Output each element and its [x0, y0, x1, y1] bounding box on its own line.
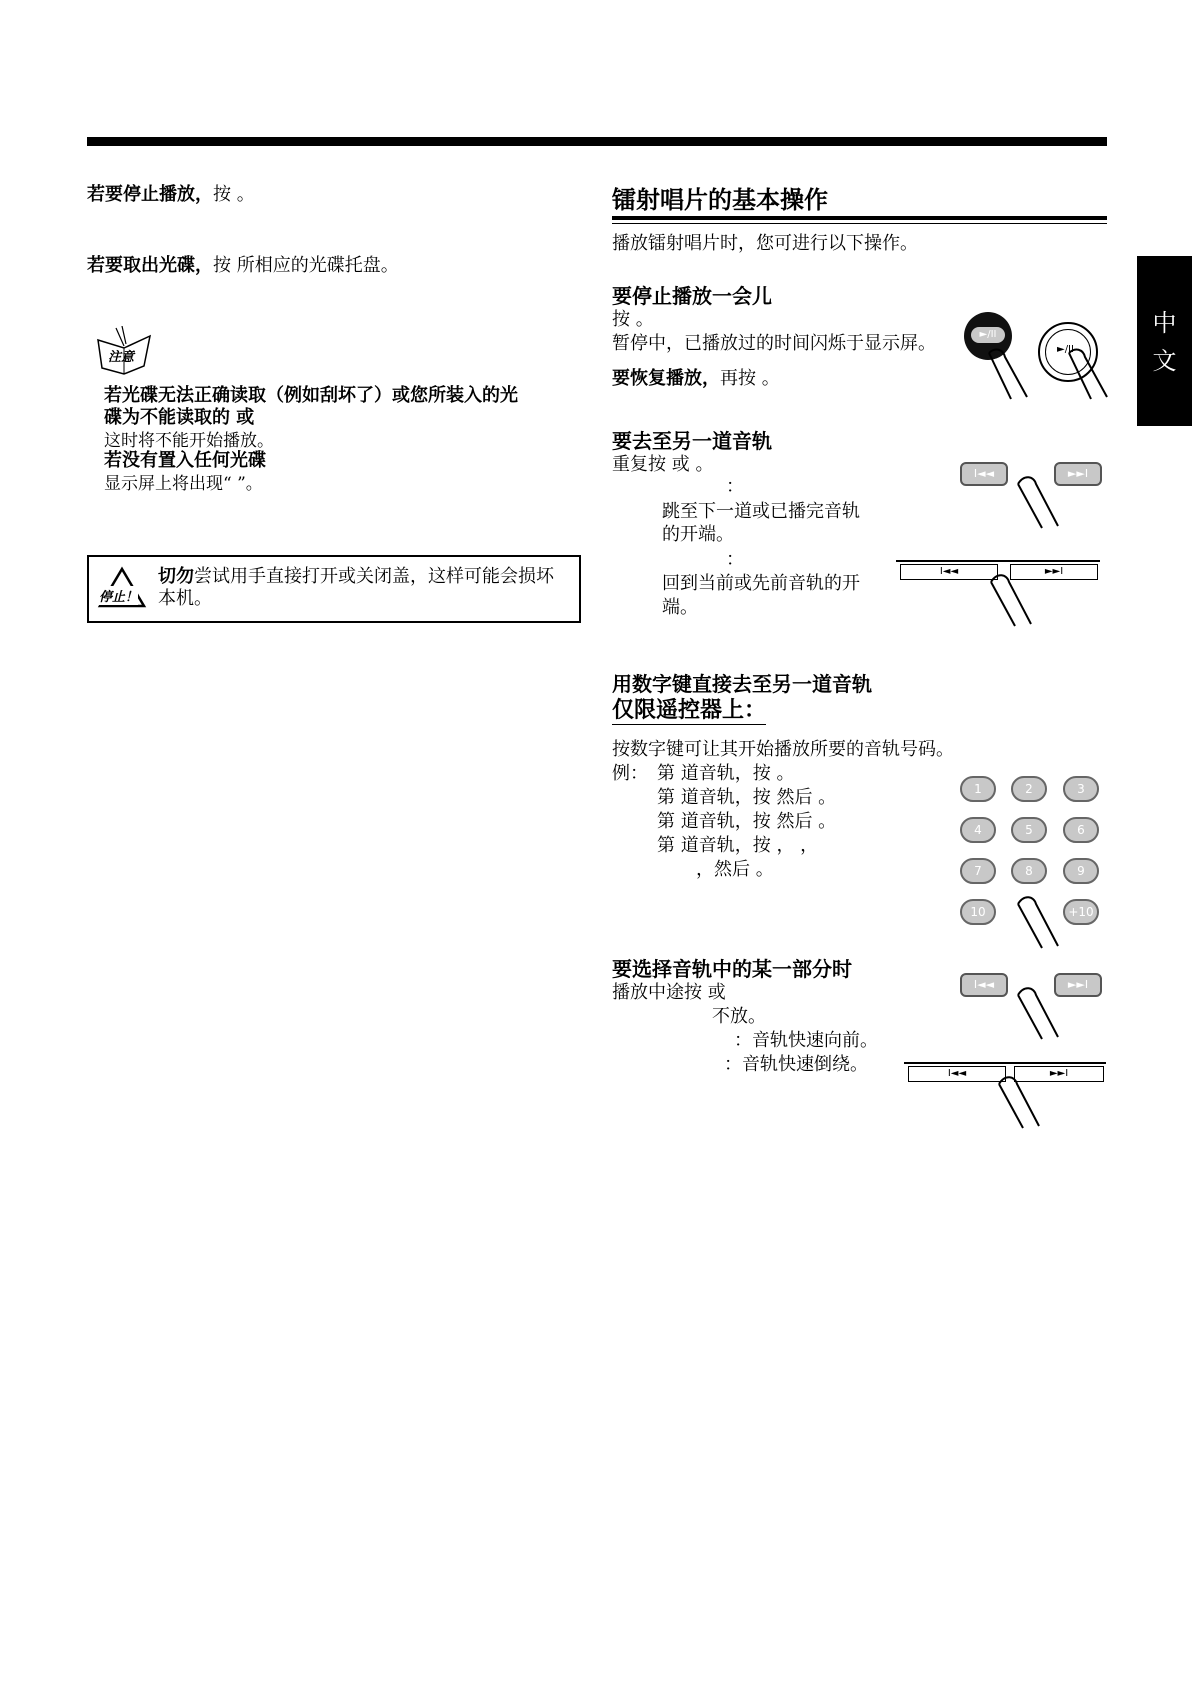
search-line-1: 播放中途按 或 [612, 982, 726, 1003]
resume-line [612, 367, 780, 391]
skip-forward-line-2: 的开端。 [662, 524, 734, 545]
stop-text: 按 。 [213, 184, 255, 205]
example-3: 第 道音轨，按 然后 。 [657, 811, 837, 832]
caution-icon [97, 566, 147, 610]
note-icon-label: 注意 [108, 350, 135, 365]
prev-button-remote: I◄◄ [960, 462, 1008, 486]
pause-line-1: 按 。 [612, 309, 654, 330]
skip-back-line-2: 端。 [662, 597, 698, 618]
num-key-5: 5 [1011, 817, 1047, 843]
section-intro: 播放镭射唱片时，您可进行以下操作。 [612, 233, 918, 254]
section-title: 镭射唱片的基本操作 [612, 186, 828, 214]
direct-subheading: 仅限遥控器上： [612, 693, 766, 725]
finger-icon-keypad [1012, 892, 1072, 952]
caution-line-2: 本机。 [158, 588, 212, 609]
skip-forward-line-1: 跳至下一道或已播完音轨 [662, 501, 860, 522]
finger-icon-pause [975, 345, 1115, 405]
language-tab [1137, 256, 1192, 426]
finger-icon-search-remote [1012, 983, 1072, 1043]
top-rule [87, 137, 1107, 146]
example-label: 例： [612, 763, 648, 784]
search-heading: 要选择音轨中的某一部分时 [612, 957, 852, 981]
example-4: 第 道音轨，按 ， ， [657, 835, 819, 856]
caution-line-1 [158, 565, 554, 589]
skip-line-1: 重复按 或 。 [612, 454, 714, 475]
num-key-3: 3 [1063, 776, 1099, 802]
play-pause-label-unit: ►/II [1057, 344, 1074, 355]
num-key-6: 6 [1063, 817, 1099, 843]
num-key-10: 10 [960, 899, 996, 925]
note-line-3: 这时将不能开始播放。 [104, 431, 274, 451]
stop-label: 若要停止播放， [87, 184, 213, 205]
direct-heading: 用数字键直接去至另一道音轨 [612, 672, 872, 696]
prev-button-unit: I◄◄ [900, 564, 998, 580]
eject-text: 按 所相应的光碟托盘。 [213, 255, 399, 276]
num-key-9: 9 [1063, 858, 1099, 884]
example-5: ，然后 。 [696, 859, 774, 880]
next-button-unit-search: ►►I [1014, 1066, 1104, 1082]
note-icon [94, 326, 156, 378]
caution-bold: 切勿 [158, 566, 194, 587]
example-2: 第 道音轨，按 然后 。 [657, 787, 837, 808]
stop-instruction [87, 183, 255, 207]
resume-text: 再按 。 [720, 368, 780, 389]
finger-icon-search-unit [993, 1062, 1053, 1132]
eject-label: 若要取出光碟， [87, 255, 213, 276]
title-rule-thick [612, 216, 1107, 220]
next-button-remote-search: ►►I [1054, 973, 1102, 997]
num-key-8: 8 [1011, 858, 1047, 884]
note-line-1: 若光碟无法正确读取（例如刮坏了）或您所装入的光 [104, 385, 518, 406]
num-key-plus10: +10 [1063, 899, 1099, 925]
pause-line-2: 暂停中，已播放过的时间闪烁于显示屏。 [612, 333, 936, 354]
finger-icon-skip-unit [985, 560, 1045, 630]
next-button-unit: ►►I [1010, 564, 1098, 580]
pause-heading: 要停止播放一会儿 [612, 284, 772, 308]
example-1: 第 道音轨，按 。 [657, 763, 795, 784]
skip-back-line-1: 回到当前或先前音轨的开 [662, 573, 860, 594]
skip-colon-2: ： [726, 549, 744, 570]
language-tab-line-2: 文 [1152, 347, 1177, 375]
num-key-7: 7 [960, 858, 996, 884]
skip-colon-1: ： [726, 476, 744, 497]
prev-button-remote-search: I◄◄ [960, 973, 1008, 997]
next-button-remote: ►►I [1054, 462, 1102, 486]
search-line-3: ：音轨快速向前。 [734, 1030, 878, 1051]
play-pause-label-dark: ►/II [971, 327, 1005, 343]
direct-intro: 按数字键可让其开始播放所要的音轨号码。 [612, 739, 954, 760]
caution-text-1: 尝试用手直接打开或关闭盖，这样可能会损坏 [194, 566, 554, 587]
note-line-2: 碟为不能读取的 或 [104, 407, 255, 428]
eject-instruction [87, 254, 399, 278]
title-rule-thin [612, 223, 1107, 224]
num-key-1: 1 [960, 776, 996, 802]
resume-label: 要恢复播放， [612, 368, 720, 389]
language-tab-line-1: 中 [1152, 309, 1177, 337]
num-key-2: 2 [1011, 776, 1047, 802]
caution-icon-label: 停止！ [99, 586, 138, 605]
skip-heading: 要去至另一道音轨 [612, 429, 772, 453]
num-key-4: 4 [960, 817, 996, 843]
note-line-5: 显示屏上将出现“ ”。 [104, 474, 263, 494]
search-line-4: ：音轨快速倒绕。 [724, 1054, 868, 1075]
search-line-2: 不放。 [712, 1006, 766, 1027]
note-line-4: 若没有置入任何光碟 [104, 450, 266, 471]
finger-icon-skip-remote [1012, 472, 1072, 532]
prev-button-unit-search: I◄◄ [908, 1066, 1006, 1082]
